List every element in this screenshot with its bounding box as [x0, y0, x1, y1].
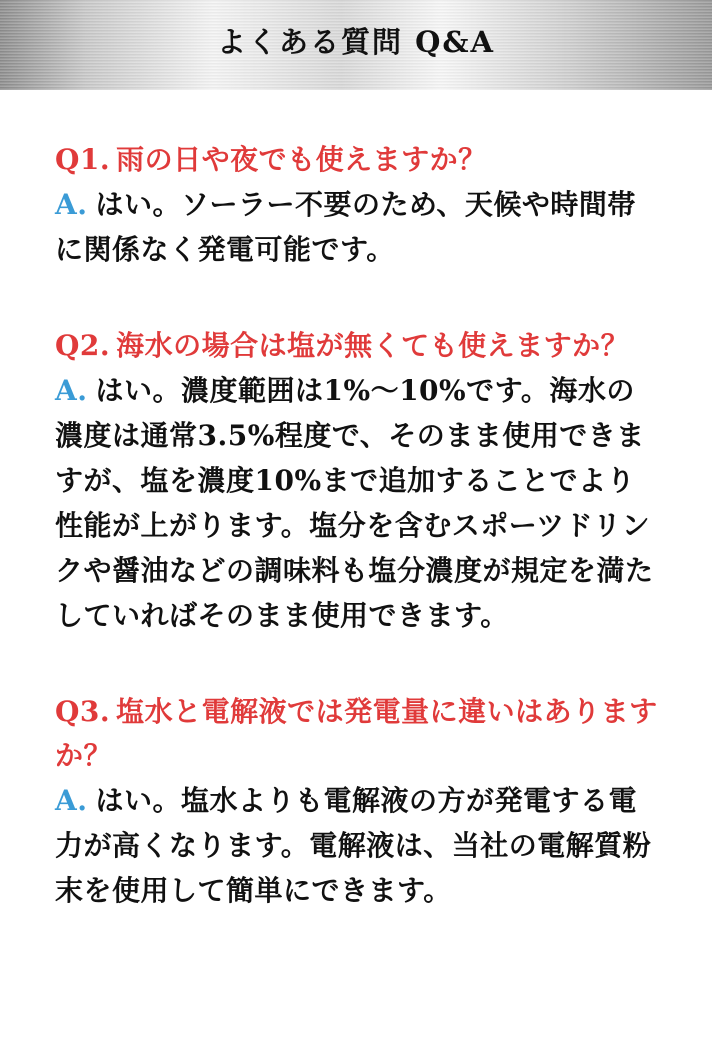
- answer-label: A.: [55, 374, 88, 407]
- question-text: 塩水と電解液では発電量に違いはありますか？: [55, 695, 658, 772]
- question-text: 海水の場合は塩が無くても使えますか？: [116, 329, 630, 362]
- faq-item-3: [55, 690, 660, 913]
- question-label: Q1.: [55, 143, 111, 176]
- question-label: Q3.: [55, 695, 111, 728]
- faq-list: [55, 138, 660, 965]
- faq-item-2: [55, 324, 660, 638]
- faq-answer-1: [55, 182, 660, 272]
- page-title: よくある質問 Q&A: [216, 24, 496, 59]
- faq-question-2: [55, 324, 660, 368]
- faq-item-1: [55, 138, 660, 272]
- answer-text: はい。塩水よりも電解液の方が発電する電力が高くなります。電解液は、当社の電解質粉末を使用して簡単にできます。: [55, 784, 652, 907]
- header-banner: [0, 0, 712, 90]
- faq-question-3: [55, 690, 660, 778]
- answer-label: A.: [55, 784, 88, 817]
- answer-text: はい。ソーラー不要のため、天候や時間帯に関係なく発電可能です。: [55, 188, 636, 266]
- faq-answer-2: [55, 368, 660, 638]
- faq-question-1: [55, 138, 660, 182]
- faq-answer-3: [55, 778, 660, 913]
- answer-text: はい。濃度範囲は1%〜10%です。海水の濃度は通常3.5%程度で、そのまま使用できますが、塩を濃度10%まで追加することでより性能が上がります。塩分を含むスポーツドリンクや醤油などの調味料も塩分濃度が規定を満たしていればそのまま使用できます。: [55, 374, 654, 632]
- question-label: Q2.: [55, 329, 111, 362]
- answer-label: A.: [55, 188, 88, 221]
- question-text: 雨の日や夜でも使えますか？: [116, 143, 487, 176]
